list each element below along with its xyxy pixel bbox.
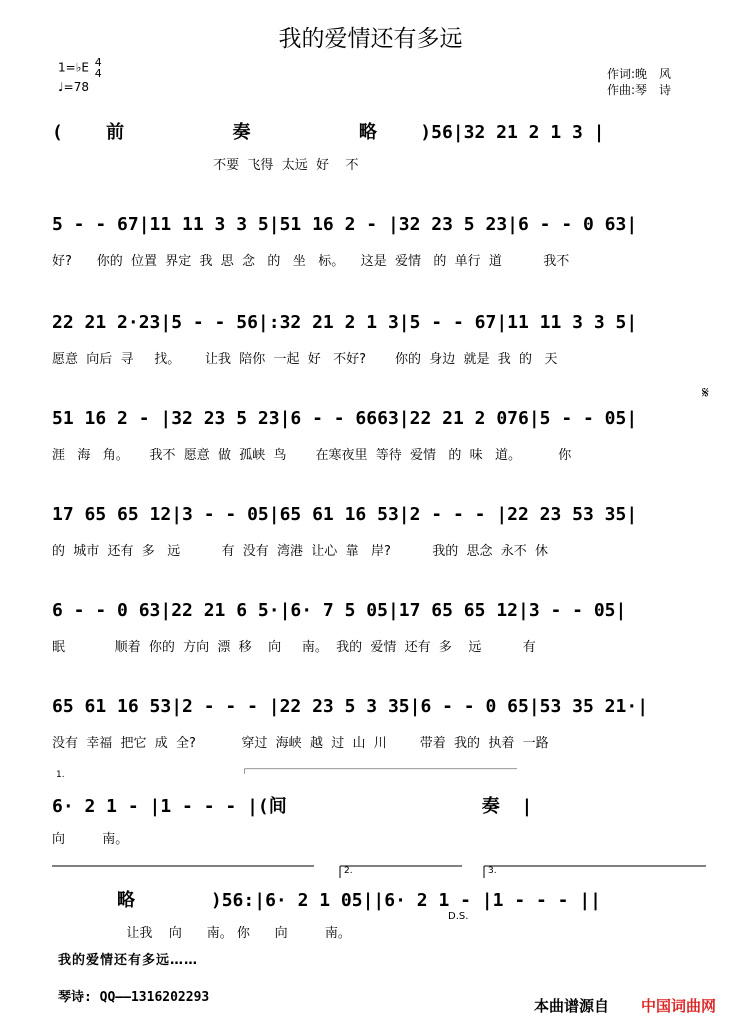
score-system-9 <box>52 866 712 956</box>
score-system-5 <box>52 494 712 574</box>
ds-marking: D.S. <box>448 911 469 922</box>
lyrics-line: 让我 向 南。 你 向 南。 <box>52 926 351 941</box>
score-system-1 <box>52 108 712 188</box>
credits <box>607 66 671 98</box>
lyrics-line: 没有 幸福 把它 成 全? 穿过 海峡 越 过 山 川 带着 我的 执着 一路 <box>52 736 549 751</box>
score-system-6 <box>52 590 712 670</box>
song-title: 我的爱情还有多远 <box>278 26 463 52</box>
score-system-2 <box>52 204 712 284</box>
score-system-8 <box>52 770 712 862</box>
notation-line: 略 )56:|6· 2 1 05||6· 2 1 - |1 - - - || <box>52 890 602 911</box>
lyrics-line: 愿意 向后 寻 找。 让我 陪你 一起 好 不好? 你的 身边 就是 我 的 天 <box>52 352 558 367</box>
volta-label-1: 1. <box>56 770 65 780</box>
lyricist-credit: 作词:晚 风 <box>607 67 672 81</box>
lyrics-line: 好? 你的 位置 界定 我 思 念 的 坐 标。 这是 爱情 的 单行 道 我不 <box>52 254 570 269</box>
notation-line: ( 前 奏 略 )56|32 21 2 1 3 | <box>52 122 605 143</box>
footer-contact: 琴诗: QQ——1316202293 <box>58 990 210 1005</box>
lyrics-line: 眠 顺着 你的 方向 漂 移 向 南。 我的 爱情 还有 多 远 有 <box>52 640 536 655</box>
notation-line: 5 - - 67|11 11 3 3 5|51 16 2 - |32 23 5 23|6 - - 0 63| <box>52 214 638 235</box>
time-signature-top: 4 <box>94 56 102 69</box>
volta-label-3: 3. <box>488 866 497 876</box>
segno-icon: 𝄋 <box>702 383 709 402</box>
lyrics-line: 涯 海 角。 我不 愿意 做 孤峡 鸟 在寒夜里 等待 爱情 的 味 道。 你 <box>52 448 572 463</box>
notation-line: 51 16 2 - |32 23 5 23|6 - - 6663|22 21 2 076|5 - - 05| <box>52 408 638 429</box>
volta-label-2: 2. <box>344 866 353 876</box>
key-signature: 1=♭E 4 4 <box>58 56 102 80</box>
volta-bracket-1 <box>52 768 712 788</box>
notation-line: 6 - - 0 63|22 21 6 5·|6· 7 5 05|17 65 65 12|3 - - 05| <box>52 600 627 621</box>
score-system-4 <box>52 398 712 478</box>
volta-brackets <box>52 864 712 880</box>
notation-line: 65 61 16 53|2 - - - |22 23 5 3 35|6 - - 0 65|53 35 21·| <box>52 696 649 717</box>
lyrics-line: 的 城市 还有 多 远 有 没有 湾港 让心 靠 岸? 我的 思念 永不 休 <box>52 544 548 559</box>
key-signature-block <box>58 57 102 95</box>
source-label: 本曲谱源自 <box>534 997 610 1015</box>
footer-song-title: 我的爱情还有多远…… <box>58 953 199 968</box>
time-signature-bottom: 4 <box>94 67 102 80</box>
score-system-3 <box>52 302 712 382</box>
tempo-marking: ♩=78 <box>58 80 89 94</box>
notation-line: 22 21 2·23|5 - - 56|:32 21 2 1 3|5 - - 67|11 11 3 3 5| <box>52 312 638 333</box>
notation-line: 17 65 65 12|3 - - 05|65 61 16 53|2 - - - |22 23 53 35| <box>52 504 638 525</box>
source-site: 中国词曲网 <box>641 997 717 1015</box>
lyrics-line: 不要 飞得 太远 好 不 <box>52 158 359 173</box>
score-system-7 <box>52 686 712 766</box>
composer-credit: 作曲:琴 诗 <box>607 83 672 97</box>
lyrics-line: 向 南。 <box>52 832 129 847</box>
notation-line: 6· 2 1 - |1 - - - |(间 奏 | <box>52 796 533 817</box>
